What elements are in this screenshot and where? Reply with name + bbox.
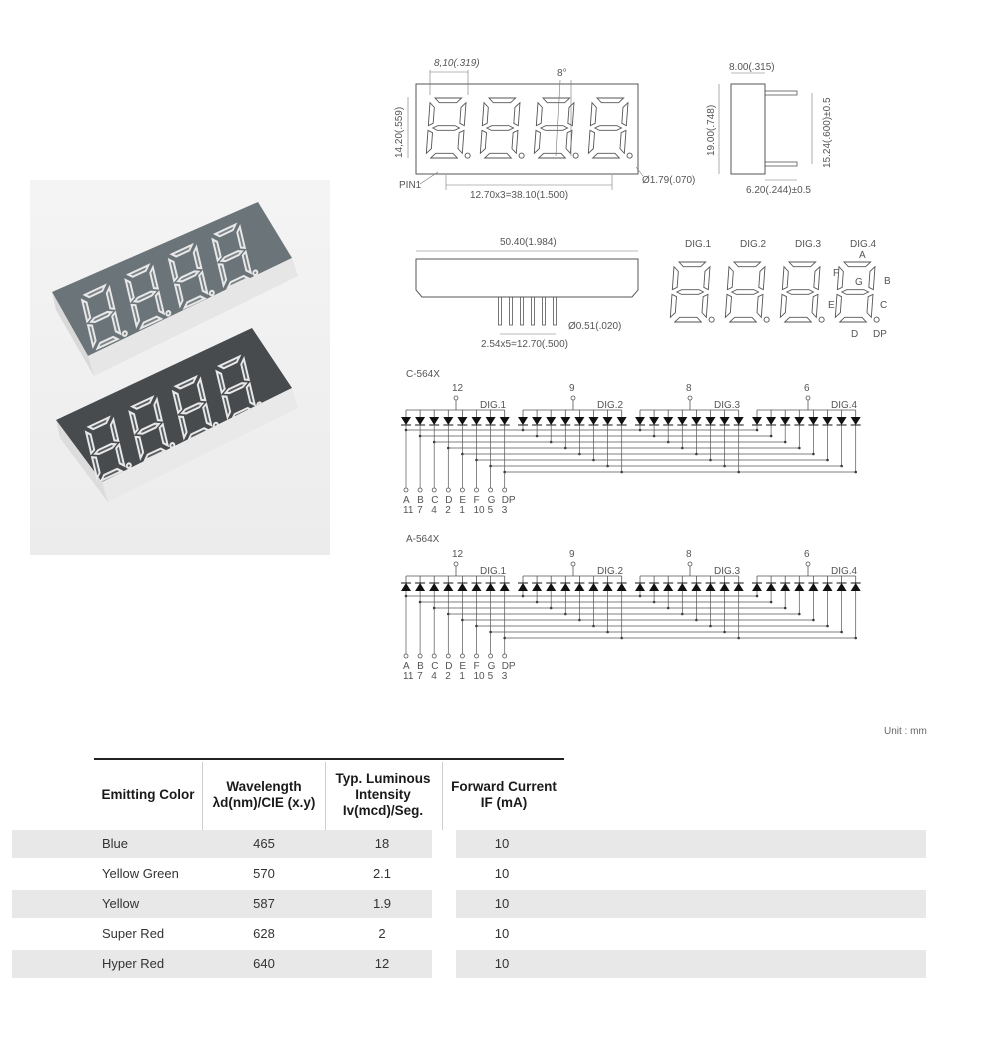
common-pin-label: 6 [804,383,810,394]
decimal-point [465,153,470,158]
segment [869,267,875,290]
cell-color: Super Red [102,926,165,941]
cell-intensity: 2.1 [372,866,392,881]
seg-label-d: D [851,329,859,340]
segment [835,294,841,317]
cell-intensity: 2 [378,926,386,941]
segment-pin-number: 2 [445,505,451,516]
led-diode [532,583,542,591]
led-diode [635,583,645,591]
segment-pin-number: 11 [403,671,414,682]
table-row [12,890,926,920]
segment [702,294,708,317]
cell-wavelength: 587 [253,896,275,911]
segment [782,267,788,290]
segment-pin-number: 5 [487,671,494,682]
digit-label: DIG.3 [714,566,741,577]
segment-pin-number: 2 [445,671,451,682]
segment-pin-node [460,488,464,492]
led-diode [443,583,453,591]
segment [844,262,871,267]
common-pin-label: 6 [804,549,810,560]
cell-intensity: 12 [374,956,390,971]
common-pin-node [688,562,692,566]
segment [487,126,514,131]
led-diode [500,583,510,591]
seg-label-dp: DP [873,329,887,340]
led-diode [457,583,467,591]
segment [536,103,542,126]
seg-label-c: C [880,300,888,311]
cell-intensity: 1.9 [372,896,392,911]
led-diode [401,417,411,425]
dim-seg-width: 8,10(.319) [434,58,480,69]
led-diode [837,583,847,591]
led-diode [457,417,467,425]
led-diode [429,417,439,425]
cell-color: Yellow Green [102,866,179,881]
segment [679,262,706,267]
led-diode [589,417,599,425]
top-view [394,58,695,201]
segment-label: E [459,661,467,672]
segment-label: F [473,495,480,506]
header-wavelength: Wavelength λd(nm)/CIE (x.y) [212,779,316,810]
segment [512,130,518,153]
led-diode [823,583,833,591]
header-luminous-intensity: Typ. Luminous Intensity Iv(mcd)/Seg. [335,771,431,818]
digit-label: DIG.3 [714,400,741,411]
segment [789,262,816,267]
segment-pin-number: 3 [501,505,508,516]
segment [543,98,570,103]
digit-label: DIG.1 [480,400,507,411]
segment [541,126,568,131]
segment-label: E [459,495,467,506]
cell-current: 10 [494,926,510,941]
segment-pin-node [432,488,436,492]
digit-label: DIG.2 [597,400,624,411]
cell-current: 10 [494,956,510,971]
segment-pin-node [475,654,479,658]
circuit-c [401,369,861,516]
segment-pin-node [446,488,450,492]
led-diode [472,583,482,591]
cell-intensity: 18 [374,836,390,851]
segment [426,130,432,153]
segment-label: DP [501,661,516,672]
segment-label: G [487,661,496,672]
cell-color: Blue [102,836,129,851]
segment [840,317,867,322]
led-diode [752,417,762,425]
led-diode [808,583,818,591]
segment [433,126,460,131]
segment-label: D [445,495,453,506]
segment [597,98,624,103]
seg-label-a: A [859,250,866,261]
led-diode [617,417,627,425]
dim-pin-dia: Ø0.51(.020) [568,321,622,332]
dim-depth: 8.00(.315) [729,62,775,73]
decimal-point [627,153,632,158]
segment-label: D [445,661,453,672]
dim-angle: 8° [557,68,567,79]
segment-pin-number: 4 [431,671,437,682]
segment [595,126,622,131]
segment-pin-node [460,654,464,658]
segment [780,294,786,317]
seg-label-e: E [828,300,835,311]
led-diode [401,583,411,591]
led-diode [415,583,425,591]
digit-label: DIG.4 [831,566,858,577]
front-view [416,237,638,350]
segment-label: A [403,495,410,506]
segment-pin-node [418,488,422,492]
led-diode [766,583,776,591]
segment-pin-node [446,654,450,658]
segment [622,103,628,126]
digit-label: DIG.2 [597,566,624,577]
led-diode [518,417,528,425]
led-diode [560,417,570,425]
segment [759,267,765,290]
decimal-point [573,153,578,158]
dim-dp-dia: Ø1.79(.070) [642,175,696,186]
cell-current: 10 [494,896,510,911]
led-diode [706,417,716,425]
header-forward-current: Forward Current IF (mA) [451,779,557,810]
segment-label: C [431,661,439,672]
segment [534,130,540,153]
segment-pin-node [489,654,493,658]
decimal-point [709,317,714,322]
cell-wavelength: 570 [253,866,275,881]
led-diode [691,583,701,591]
digit-label: DIG.4 [831,400,858,411]
segment [482,103,488,126]
segment [704,267,710,290]
led-diode [574,583,584,591]
segment-pin-number: 5 [487,505,494,516]
segment-pin-node [503,654,507,658]
decimal-point [874,317,879,322]
pin [554,297,557,325]
digit-layout [670,239,891,340]
segment-pin-number: 1 [459,671,465,682]
cell-wavelength: 465 [253,836,275,851]
segment-pin-node [432,654,436,658]
dim-pitch: 12.70x3=38.10(1.500) [470,190,569,201]
segment [460,103,466,126]
segment [672,267,678,290]
common-pin-node [571,562,575,566]
led-diode [603,417,613,425]
segment [480,130,486,153]
segment [588,130,594,153]
pin [499,297,502,325]
segment [435,98,462,103]
decimal-point [519,153,524,158]
segment-label: A [403,661,410,672]
led-diode [532,417,542,425]
segment-label: G [487,495,496,506]
common-pin-node [571,396,575,400]
led-diode [794,583,804,591]
segment [842,290,869,295]
segment [670,294,676,317]
segment [458,130,464,153]
led-diode [766,417,776,425]
led-diode [663,417,673,425]
segment-label: C [431,495,439,506]
segment [757,294,763,317]
segment [620,130,626,153]
decimal-point [819,317,824,322]
side-view [706,62,833,196]
segment [787,290,814,295]
segment [514,103,520,126]
segment-label: DP [501,495,516,506]
led-diode [472,417,482,425]
led-diode [589,583,599,591]
circuit-title: C-564X [406,369,440,380]
dig-label-3: DIG.3 [795,239,822,250]
segment [677,290,704,295]
led-diode [851,417,861,425]
led-diode [486,417,496,425]
header-emitting-color: Emitting Color [101,787,195,802]
led-diode [780,417,790,425]
led-diode [851,583,861,591]
cell-current: 10 [494,836,510,851]
pin [510,297,513,325]
dim-pin-pitch: 2.54x5=12.70(.500) [481,339,569,350]
led-diode [429,583,439,591]
led-diode [794,417,804,425]
table-row [12,950,926,980]
segment [485,153,512,158]
dim-length: 50.40(1.984) [500,237,557,248]
pin [532,297,535,325]
led-diode [649,417,659,425]
seg-label-b: B [884,276,891,287]
led-diode [518,583,528,591]
segment [675,317,702,322]
led-diode [780,583,790,591]
led-diode [500,417,510,425]
segment-label: B [417,495,424,506]
common-pin-node [806,562,810,566]
dim-side-height: 19.00(.748) [706,104,717,156]
digit-label: DIG.1 [480,566,507,577]
common-pin-node [454,396,458,400]
common-pin-label: 9 [569,549,575,560]
segment-label: F [473,661,480,672]
segment-pin-node [489,488,493,492]
led-diode [546,583,556,591]
led-diode [808,417,818,425]
led-diode [443,417,453,425]
common-pin-node [806,396,810,400]
dig-label-1: DIG.1 [685,239,712,250]
dig-label-2: DIG.2 [740,239,767,250]
led-diode [837,417,847,425]
led-diode [574,417,584,425]
led-diode [486,583,496,591]
segment-pin-number: 3 [501,671,508,682]
table-row [12,860,926,890]
led-diode [617,583,627,591]
spec-table [12,760,926,982]
pin [521,297,524,325]
common-pin-label: 8 [686,383,692,394]
cell-color: Yellow [102,896,140,911]
segment [590,103,596,126]
led-diode [720,583,730,591]
segment-label: B [417,661,424,672]
segment [734,262,761,267]
segment [431,153,458,158]
common-pin-label: 9 [569,383,575,394]
segment [814,267,820,290]
segment-pin-node [418,654,422,658]
led-diode [706,583,716,591]
segment [812,294,818,317]
led-diode [734,583,744,591]
pin1-label: PIN1 [399,180,422,191]
segment-pin-number: 10 [473,671,485,682]
table-row [12,830,926,860]
led-diode [677,583,687,591]
dig-label-4: DIG.4 [850,239,877,250]
led-diode [823,417,833,425]
segment [539,153,566,158]
circuit-title: A-564X [406,534,440,545]
cell-current: 10 [494,866,510,881]
unit-note: Unit : mm [884,726,927,737]
segment-pin-node [404,654,408,658]
segment [428,103,434,126]
segment-pin-number: 10 [473,505,485,516]
common-pin-label: 8 [686,549,692,560]
circuit-a [401,534,861,682]
led-diode [720,417,730,425]
segment [785,317,812,322]
led-diode [734,417,744,425]
segment [489,98,516,103]
segment [727,267,733,290]
common-pin-node [454,562,458,566]
dim-pin-len: 6.20(.244)±0.5 [746,185,811,196]
led-diode [415,417,425,425]
segment-pin-number: 7 [417,505,423,516]
led-diode [752,583,762,591]
cell-wavelength: 640 [253,956,275,971]
common-pin-label: 12 [452,549,464,560]
segment-pin-node [404,488,408,492]
dim-pin-span: 15.24(.600)±0.5 [822,97,833,168]
common-pin-label: 12 [452,383,464,394]
segment-pin-node [475,488,479,492]
segment-pin-node [503,488,507,492]
led-diode [663,583,673,591]
led-diode [546,417,556,425]
seg-label-g: G [855,277,863,288]
decimal-point [764,317,769,322]
pin [543,297,546,325]
led-diode [691,417,701,425]
led-diode [635,417,645,425]
cell-wavelength: 628 [253,926,275,941]
segment-pin-number: 7 [417,671,423,682]
segment [593,153,620,158]
segment-pin-number: 1 [459,505,465,516]
table-row [12,920,926,950]
led-diode [677,417,687,425]
segment [725,294,731,317]
segment [732,290,759,295]
seg-label-f: F [833,268,840,279]
common-pin-node [688,396,692,400]
segment [730,317,757,322]
cell-color: Hyper Red [102,956,165,971]
led-diode [603,583,613,591]
segment [867,294,873,317]
dim-height: 14,20(.559) [394,106,405,158]
led-diode [560,583,570,591]
led-diode [649,583,659,591]
segment-pin-number: 11 [403,505,414,516]
segment-pin-number: 4 [431,505,437,516]
